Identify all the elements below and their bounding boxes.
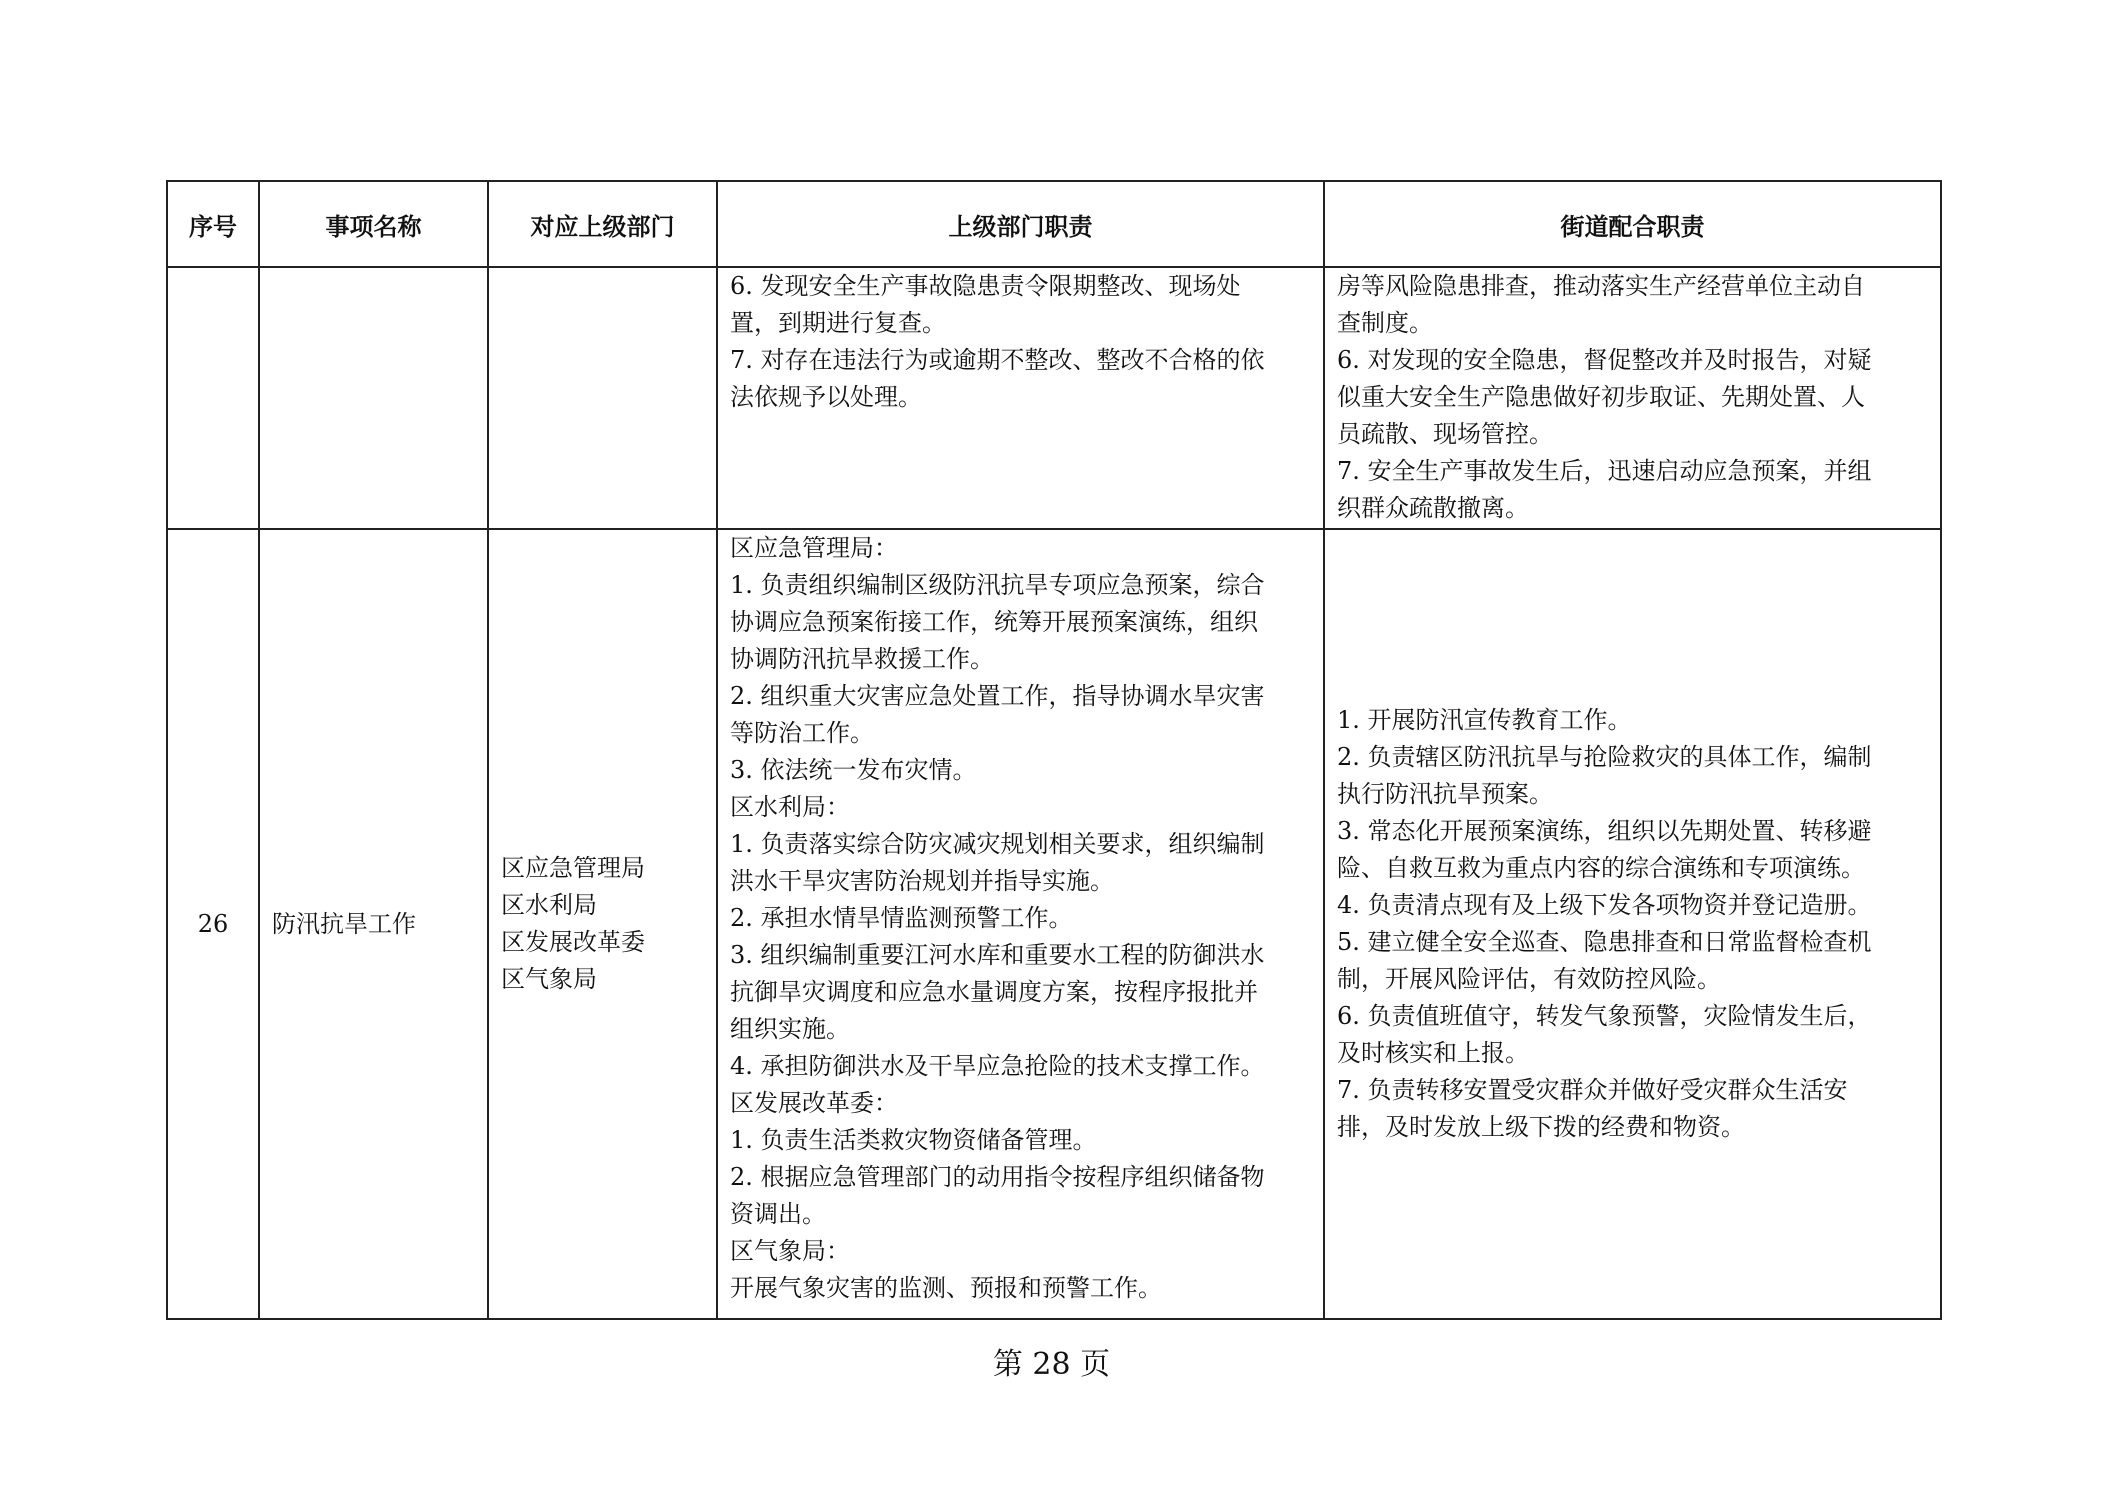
page-number: 第 28 页 [992,1347,1111,1382]
cell-text-line: 3. 依法统一发布灾情。 [730,756,977,784]
cell-text-line: 3. 常态化开展预案演练，组织以先期处置、转移避 [1337,817,1872,845]
cell-text-line: 资调出。 [730,1200,826,1228]
cell-text-line: 区发展改革委 [501,928,645,956]
header-upper-dept: 对应上级部门 [488,181,717,267]
cell-street-duties [1324,267,1941,529]
cell-upper-dept [488,267,717,529]
header-item-name: 事项名称 [259,181,488,267]
cell-text-line: 4. 负责清点现有及上级下发各项物资并登记造册。 [1337,891,1872,919]
cell-text-line: 1. 负责生活类救灾物资储备管理。 [730,1126,1097,1154]
cell-text-line: 区水利局 [501,891,597,919]
cell-text-line: 织群众疏散撤离。 [1337,494,1529,522]
cell-text-line: 区发展改革委： [730,1089,898,1117]
cell-text-line: 6. 负责值班值守，转发气象预警，灾险情发生后， [1337,1002,1872,1030]
cell-text-line: 2. 组织重大灾害应急处置工作，指导协调水旱灾害 [730,682,1265,710]
cell-text-line: 协调应急预案衔接工作，统筹开展预案演练，组织 [730,608,1258,636]
cell-text-line: 1. 开展防汛宣传教育工作。 [1337,706,1632,734]
cell-text-line: 6. 发现安全生产事故隐患责令限期整改、现场处 [730,272,1241,300]
cell-text-line: 区应急管理局： [730,534,898,562]
cell-text-line: 洪水干旱灾害防治规划并指导实施。 [730,867,1114,895]
cell-text-line: 组织实施。 [730,1015,850,1043]
cell-text-line: 2. 负责辖区防汛抗旱与抢险救灾的具体工作，编制 [1337,743,1872,771]
cell-text-line: 险、自救互救为重点内容的综合演练和专项演练。 [1337,854,1865,882]
header-serial-no: 序号 [167,181,259,267]
header-row [167,181,1941,267]
cell-serial-no: 26 [167,529,259,1319]
cell-text-line: 7. 安全生产事故发生后，迅速启动应急预案，并组 [1337,457,1872,485]
cell-text-line: 6. 对发现的安全隐患，督促整改并及时报告，对疑 [1337,346,1872,374]
cell-upper-dept-duties [717,529,1324,1319]
header-street-duties: 街道配合职责 [1324,181,1941,267]
cell-upper-dept-duties [717,267,1324,529]
cell-text-line: 2. 根据应急管理部门的动用指令按程序组织储备物 [730,1163,1265,1191]
cell-text-line: 区气象局： [730,1237,850,1265]
cell-text-line: 开展气象灾害的监测、预报和预警工作。 [730,1274,1162,1302]
cell-text-line: 等防治工作。 [730,719,874,747]
cell-serial-no [167,267,259,529]
cell-text-line: 4. 承担防御洪水及干旱应急抢险的技术支撑工作。 [730,1052,1265,1080]
cell-item-name [259,267,488,529]
cell-text-line: 置，到期进行复查。 [730,309,946,337]
cell-text-line: 3. 组织编制重要江河水库和重要水工程的防御洪水 [730,941,1265,969]
cell-street-duties [1324,529,1941,1319]
cell-text-line: 区水利局： [730,793,850,821]
cell-text-line: 区气象局 [501,965,597,993]
cell-text-line: 法依规予以处理。 [730,383,922,411]
cell-text-line: 7. 对存在违法行为或逾期不整改、整改不合格的依 [730,346,1265,374]
cell-text-line: 区应急管理局 [501,854,645,882]
table-row [167,267,1941,529]
table-row [167,529,1941,1319]
cell-text-line: 执行防汛抗旱预案。 [1337,780,1553,808]
cell-text-line: 制，开展风险评估，有效防控风险。 [1337,965,1721,993]
header-upper-dept-duties: 上级部门职责 [717,181,1324,267]
cell-text-line: 5. 建立健全安全巡查、隐患排查和日常监督检查机 [1337,928,1872,956]
cell-text-line: 房等风险隐患排查，推动落实生产经营单位主动自 [1337,272,1865,300]
cell-item-name: 防汛抗旱工作 [259,529,488,1319]
duties-table [166,180,1942,1320]
cell-text-line: 查制度。 [1337,309,1433,337]
cell-text-line: 员疏散、现场管控。 [1337,420,1553,448]
cell-text-line: 1. 负责落实综合防灾减灾规划相关要求，组织编制 [730,830,1265,858]
cell-text-line: 7. 负责转移安置受灾群众并做好受灾群众生活安 [1337,1076,1848,1104]
cell-upper-dept [488,529,717,1319]
cell-text-line: 排，及时发放上级下拨的经费和物资。 [1337,1113,1745,1141]
cell-text-line: 及时核实和上报。 [1337,1039,1529,1067]
cell-text-line: 协调防汛抗旱救援工作。 [730,645,994,673]
cell-text-line: 似重大安全生产隐患做好初步取证、先期处置、人 [1337,383,1865,411]
cell-text-line: 2. 承担水情旱情监测预警工作。 [730,904,1073,932]
cell-text-line: 1. 负责组织编制区级防汛抗旱专项应急预案，综合 [730,571,1265,599]
cell-text-line: 抗御旱灾调度和应急水量调度方案，按程序报批并 [730,978,1258,1006]
